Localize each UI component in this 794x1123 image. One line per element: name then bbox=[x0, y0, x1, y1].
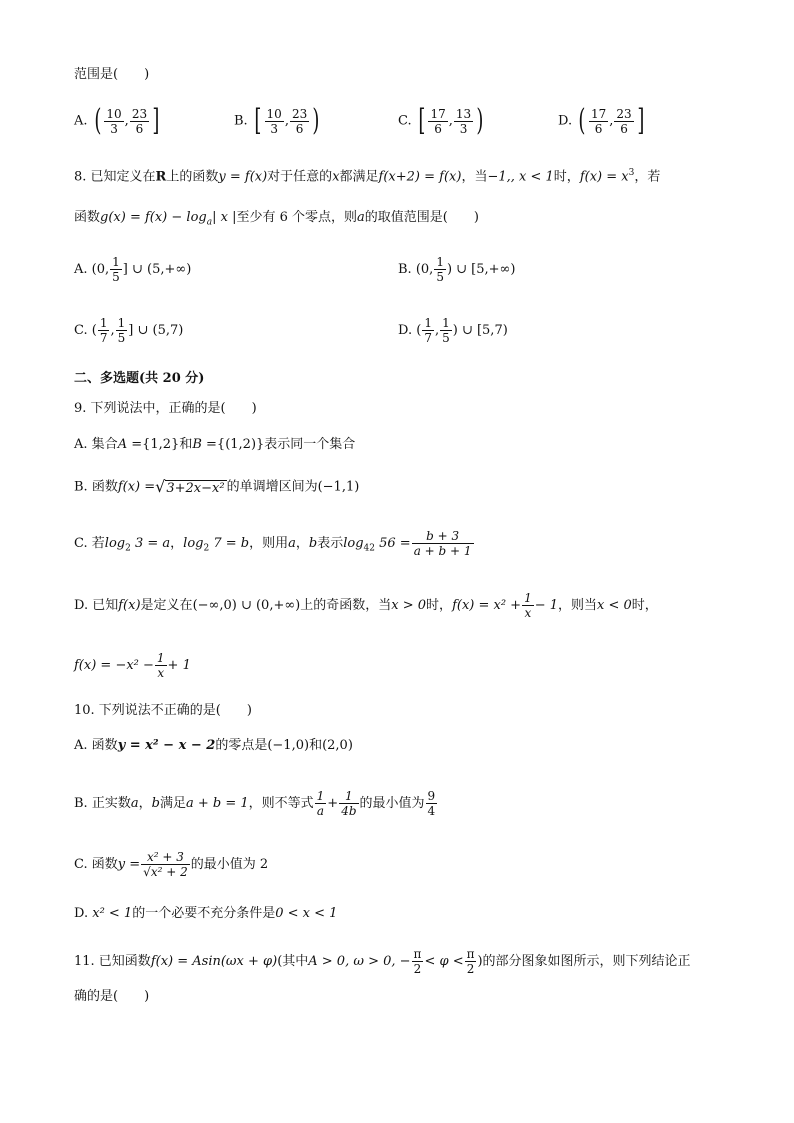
q7-tail-text: 范围是( ) bbox=[74, 67, 150, 82]
fraction: $\frac{10}{3}$ bbox=[266, 106, 282, 136]
q9-stem: 9. 下列说法中，正确的是( ) bbox=[74, 401, 257, 416]
square-root: √ bbox=[143, 865, 151, 879]
q9-option-c: C. 若$\log_2 3 = a$，$\log_2 7 = b$，则用a，b表示$\log_{42} 56$ = $\frac{b + 3}{a + b + 1}$ bbox=[74, 529, 472, 558]
q8-option-c: C. ( $\frac{1}{7}$ , $\frac{1}{5}$ ] ∪ (5,7) bbox=[74, 316, 184, 345]
fraction: $\frac{1}{5}$ bbox=[436, 255, 444, 284]
option-label: C. bbox=[74, 536, 88, 551]
fraction: $\frac{9}{4}$ bbox=[427, 789, 436, 818]
option-label: C. bbox=[74, 857, 88, 872]
fraction: $\frac{1}{5}$ bbox=[117, 316, 126, 345]
fraction: $\frac{23}{6}$ bbox=[291, 106, 308, 136]
bracket: ] bbox=[152, 103, 160, 138]
bracket: ] bbox=[637, 103, 645, 138]
section-title: 二、多选题(共 20 分) bbox=[74, 371, 205, 386]
fraction: $\frac{17}{6}$ bbox=[590, 106, 607, 136]
fraction: $\frac{17}{6}$ bbox=[430, 106, 446, 136]
option-label: D. bbox=[74, 906, 89, 921]
fraction: $\frac{10}{3}$ bbox=[106, 106, 122, 136]
q8-stem-line1: 8. 已知定义在R上的函数y = f(x)对于任意的x都满足f(x+2) = f(x)，当−1,, x < 1时，$f(x) = x^3$，若 bbox=[74, 168, 661, 185]
q9-option-d-continued: f(x) = −x² − $\frac{1}{x}$ + 1 bbox=[74, 651, 191, 680]
option-label: D. bbox=[398, 323, 413, 338]
fraction: $\frac{1}{5}$ bbox=[442, 316, 450, 345]
option-label: C. bbox=[398, 113, 412, 129]
fraction: $\frac{1}{x}$ bbox=[156, 651, 165, 680]
option-label: D. bbox=[74, 598, 89, 613]
bracket: [ bbox=[418, 103, 426, 138]
bracket: ) bbox=[476, 103, 484, 138]
q9-option-d: D. 已知f(x)是定义在(−∞,0) ∪ (0,+∞)上的奇函数，当x > 0时，f(x) = x² + $\frac{1}{x}$ − 1，则当x < 0时， bbox=[74, 591, 658, 620]
fraction: $\frac{1}{7}$ bbox=[424, 316, 432, 345]
fraction: $\frac{1}{4b}$ bbox=[341, 789, 357, 818]
q7-option-c: C. [ $\frac{17}{6}$ , $\frac{13}{3}$ ) bbox=[398, 103, 484, 138]
fraction: $\frac{1}{7}$ bbox=[99, 316, 108, 345]
option-label: A. bbox=[74, 738, 88, 753]
option-label: B. bbox=[398, 262, 412, 277]
bracket: ) bbox=[312, 103, 320, 138]
fraction: $\frac{1}{a}$ bbox=[316, 789, 325, 818]
bracket: ( bbox=[94, 103, 102, 138]
q11-stem-line1: 11. 已知函数f(x) = Asin(ωx + φ)(其中A > 0, ω > 0, − $\frac{\pi}{2}$ < φ < $\frac{\pi}{2}$ )的部分图象如图所示，则下列结论正 bbox=[74, 947, 691, 976]
q7-option-b: B. [ $\frac{10}{3}$ , $\frac{23}{6}$ ) bbox=[234, 103, 320, 138]
q8-option-a: A. (0, $\frac{1}{5}$ ] ∪ (5,+∞) bbox=[74, 255, 192, 284]
option-label: A. bbox=[74, 113, 88, 129]
q9-option-b: B. 函数f(x) =√3+2x−x² 的单调增区间为(−1,1) bbox=[74, 477, 360, 496]
q8-option-d: D. ( $\frac{1}{7}$ , $\frac{1}{5}$ ) ∪ [5,7) bbox=[398, 316, 508, 345]
q8-option-b: B. (0, $\frac{1}{5}$ ) ∪ [5,+∞) bbox=[398, 255, 516, 284]
q10-option-a: A. 函数y = x² − x − 2的零点是(−1,0)和(2,0) bbox=[74, 738, 353, 753]
bracket: ( bbox=[578, 103, 586, 138]
q7-option-d: D. ( $\frac{17}{6}$ , $\frac{23}{6}$ ] bbox=[558, 103, 645, 138]
fraction: $\frac{13}{3}$ bbox=[455, 106, 472, 136]
option-label: D. bbox=[558, 113, 573, 129]
q10-option-b: B. 正实数a，b满足a + b = 1，则不等式 $\frac{1}{a}$ + $\frac{1}{4b}$ 的最小值为 $\frac{9}{4}$ bbox=[74, 789, 436, 818]
q7-option-a: A. ( $\frac{10}{3}$ , $\frac{23}{6}$ ] bbox=[74, 103, 160, 138]
fraction: $\frac{1}{x}$ bbox=[524, 591, 532, 620]
option-label: B. bbox=[74, 479, 88, 495]
square-root: √3+2x−x² bbox=[155, 477, 225, 496]
fraction: $\frac{\text{x² + 3}}{\text{√x² + 2}}$ bbox=[143, 850, 188, 879]
option-label: A. bbox=[74, 437, 88, 452]
fraction: $\frac{\pi}{2}$ bbox=[413, 947, 422, 976]
q10-stem: 10. 下列说法不正确的是( ) bbox=[74, 703, 252, 718]
option-label: B. bbox=[74, 796, 88, 811]
fraction: $\frac{23}{6}$ bbox=[131, 106, 148, 136]
option-label: B. bbox=[234, 113, 248, 129]
q10-option-c: C. 函数y = $\frac{\text{x² + 3}}{\text{√x² + 2}}$ 的最小值为 2 bbox=[74, 850, 269, 879]
fraction: $\frac{23}{6}$ bbox=[616, 106, 632, 136]
q9-option-a: A. 集合A ={1,2}和B ={(1,2)}表示同一个集合 bbox=[74, 437, 356, 452]
option-label: C. bbox=[74, 323, 88, 338]
q10-option-d: D. x² < 1的一个必要不充分条件是0 < x < 1 bbox=[74, 906, 338, 921]
q8-stem-line2: 函数$g(x) = f(x) - \log_a|$ x |至少有 6 个零点，则a的取值范围是( ) bbox=[74, 210, 479, 228]
q11-stem-line2: 确的是( ) bbox=[74, 989, 150, 1004]
q7-tail bbox=[74, 68, 149, 81]
fraction: $\frac{\pi}{2}$ bbox=[466, 947, 475, 976]
fraction: $\frac{b + 3}{a + b + 1}$ bbox=[413, 529, 472, 558]
bracket: [ bbox=[254, 103, 262, 138]
fraction: $\frac{1}{5}$ bbox=[112, 255, 120, 284]
option-label: A. bbox=[74, 262, 88, 277]
